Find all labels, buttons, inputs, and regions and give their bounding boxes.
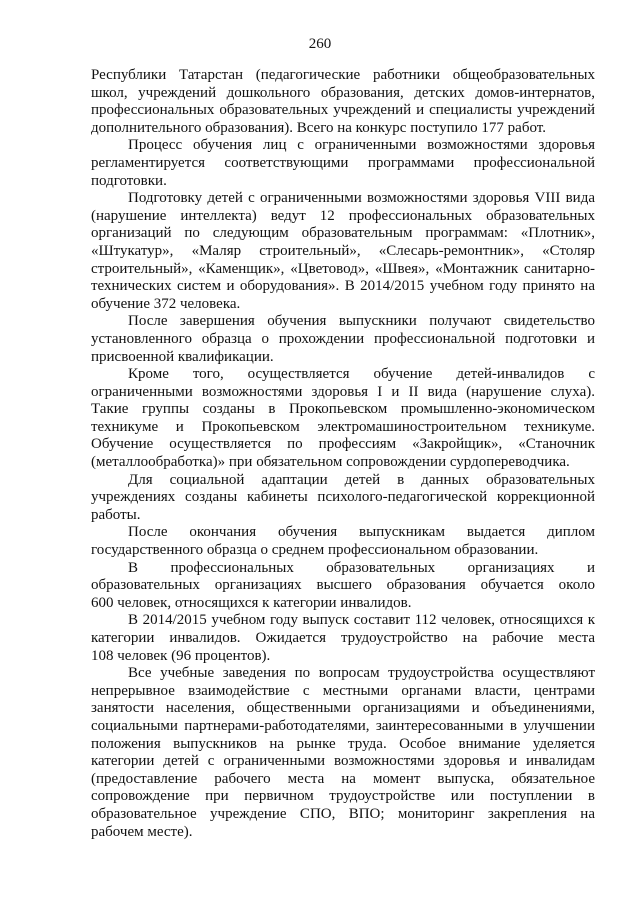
body-text [91, 67, 595, 841]
paragraph-line: Такие группы созданы в Прокопьевском промышленно-экономическом [91, 401, 595, 418]
paragraph-line: В 2014/2015 учебном году выпуск составит 112 человек, относящихся к [128, 612, 595, 629]
paragraph-line: Процесс обучения лиц с ограниченными возможностями здоровья [128, 137, 595, 154]
paragraph-line: категории инвалидов. Ожидается трудоустройство на рабочие места [91, 630, 595, 646]
paragraph-line: Республики Татарстан (педагогические работники общеобразовательных [91, 67, 595, 83]
page-number: 260 [308, 36, 332, 52]
paragraph-line: Для социальной адаптации детей в данных образовательных [128, 471, 595, 488]
paragraph-line: подготовки. [91, 172, 167, 189]
paragraph-line: дополнительного образования). Всего на конкурс поступило 177 работ. [91, 119, 546, 136]
paragraph [91, 366, 595, 472]
paragraph-line: После окончания обучения выпускникам выдается диплом [128, 524, 595, 541]
paragraph-line: категории детей с ограниченными возможностями здоровья и инвалидам [91, 753, 595, 770]
paragraph-line: Все учебные заведения по вопросам трудоустройства осуществляют [128, 665, 595, 682]
paragraph-line: присвоенной квалификации. [91, 348, 274, 365]
paragraph-line: работы. [91, 506, 141, 523]
paragraph-line: социальными партнерами-работодателями, заинтересованными в улучшении [91, 717, 595, 734]
paragraph [91, 560, 595, 613]
paragraph-line: Обучение осуществляется по профессиям «Закройщик», «Станочник [91, 436, 595, 453]
paragraph [91, 137, 595, 190]
paragraph-line: технических систем и оборудования». В 2014/2015 учебном году принято на [91, 278, 595, 295]
paragraph [91, 67, 595, 137]
paragraph-line: школ, учреждений дошкольного образования, детских домов-интернатов, [91, 84, 595, 101]
paragraph [91, 665, 595, 841]
paragraph-line: установленного образца о прохождении профессиональной подготовки и [91, 330, 595, 347]
paragraph-line: непрерывное взаимодействие с местными органами власти, центрами [91, 682, 595, 699]
paragraph [91, 524, 595, 559]
paragraph-line: (предоставление рабочего места на момент выпуска, обязательное [91, 770, 595, 787]
paragraph-line: учреждениях созданы кабинеты психолого-педагогической коррекционной [91, 489, 595, 506]
paragraph-line: 600 человек, относящихся к категории инвалидов. [91, 594, 412, 611]
paragraph-line: «Штукатур», «Маляр строительный», «Слесарь-ремонтник», «Столяр [91, 242, 595, 259]
paragraph-line: организаций по следующим образовательным программам: «Плотник», [91, 225, 595, 242]
paragraph-line: положения выпускников на рынке труда. Особое внимание уделяется [91, 735, 595, 752]
paragraph-line: профессиональных образовательных учреждений и специалисты учреждений [91, 102, 595, 119]
paragraph-line: занятости населения, общественными организациями и объединениями, [91, 700, 595, 717]
paragraph-line: После завершения обучения выпускники получают свидетельство [128, 313, 595, 330]
paragraph-line: Кроме того, осуществляется обучение детей-инвалидов с [128, 366, 595, 383]
paragraph-line: техникуме и Прокопьевском электромашиностроительном техникуме. [91, 418, 595, 435]
paragraph-line: образовательное учреждение СПО, ВПО; мониторинг закрепления на [91, 805, 595, 822]
paragraph-line: регламентируется соответствующими программами профессиональной [91, 154, 595, 171]
paragraph-line: образовательных организациях высшего образования обучается около [91, 577, 595, 594]
paragraph [91, 313, 595, 366]
paragraph-line: (нарушение интеллекта) ведут 12 профессиональных образовательных [91, 207, 595, 224]
paragraph-line: строительный», «Каменщик», «Цветовод», «Швея», «Монтажник санитарно- [91, 260, 595, 277]
paragraph-line: сопровождение при первичном трудоустройстве или поступлении в [91, 788, 595, 805]
paragraph [91, 190, 595, 313]
paragraph-line: рабочем месте). [91, 823, 193, 840]
paragraph-line: государственного образца о среднем профессиональном образовании. [91, 542, 539, 559]
paragraph-line: В профессиональных образовательных организациях и [128, 559, 595, 576]
paragraph-line: Подготовку детей с ограниченными возможностями здоровья VIII вида [128, 190, 595, 207]
paragraph-line: обучение 372 человека. [91, 295, 241, 312]
paragraph-line: ограниченными возможностями здоровья I и II вида (нарушение слуха). [91, 383, 595, 400]
paragraph [91, 612, 595, 665]
paragraph [91, 472, 595, 525]
paragraph-line: (металлообработка)» при обязательном сопровождении сурдопереводчика. [91, 454, 570, 471]
paragraph-line: 108 человек (96 процентов). [91, 647, 271, 664]
